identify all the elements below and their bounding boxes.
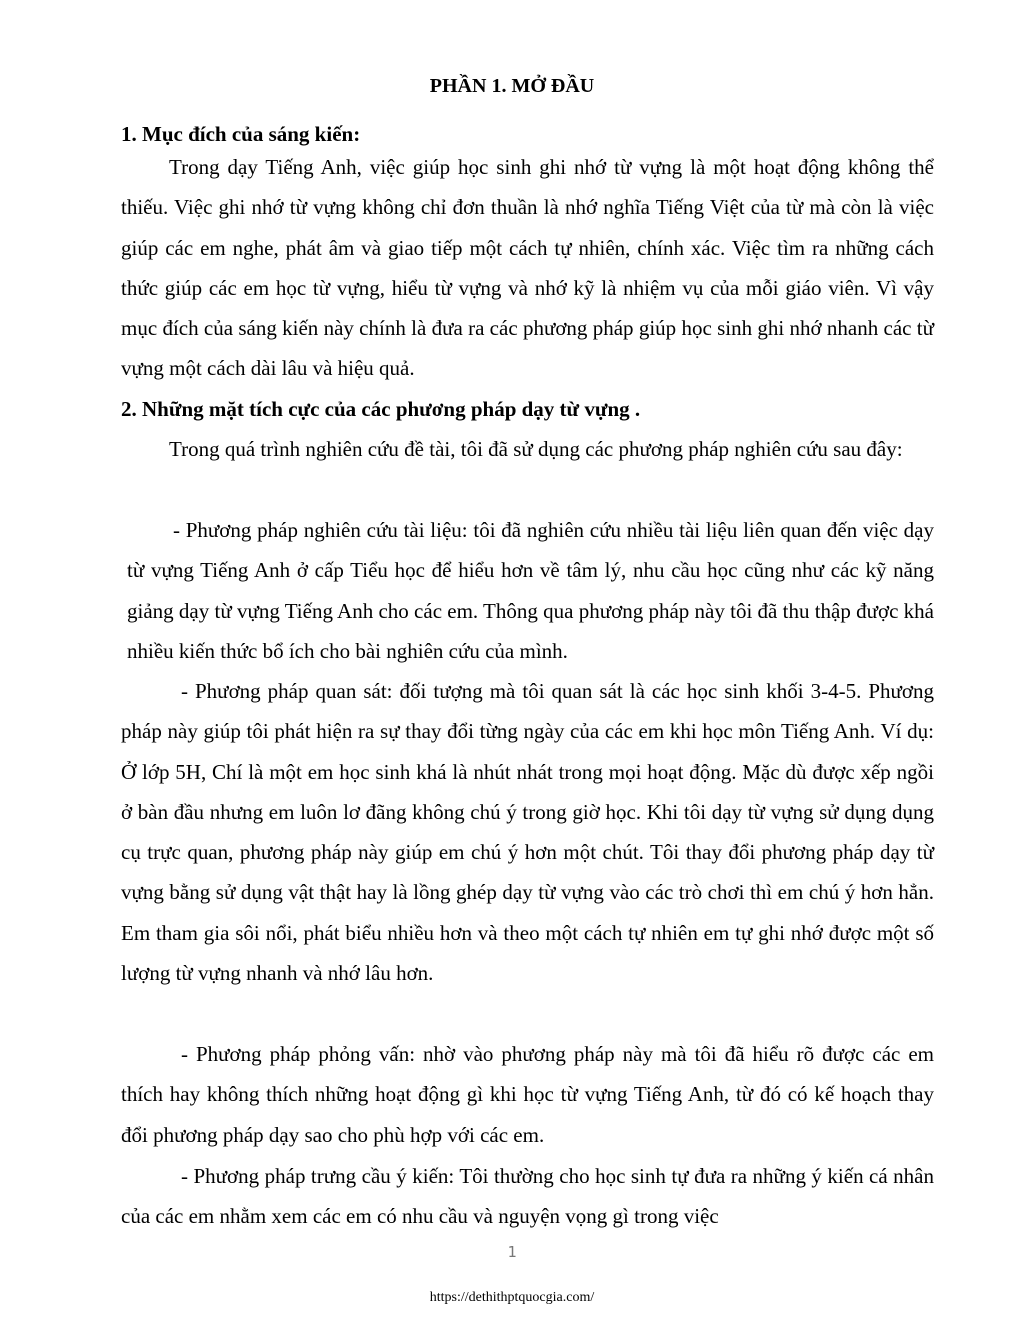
method-documents-block — [127, 510, 934, 671]
section-1-heading: 1. Mục đích của sáng kiến: — [121, 122, 361, 146]
footer-url-link[interactable]: https://dethithptquocgia.com/ — [429, 1290, 595, 1305]
part-title: PHẦN 1. MỞ ĐẦU — [429, 75, 595, 97]
method-survey-block — [121, 1156, 934, 1237]
section-2-intro-block — [121, 429, 934, 469]
section-2-heading: 2. Những mặt tích cực của các phương pháp dạy từ vựng . — [121, 397, 641, 421]
method-interview-paragraph: - Phương pháp phỏng vấn: nhờ vào phương pháp này mà tôi đã hiểu rõ được các em thích hay không thích những hoạt động gì khi học từ vựng Tiếng Anh, từ đó có kế hoạch thay đổi phương pháp dạy sao cho phù hợp với các em. — [121, 1042, 934, 1147]
section-2-intro-paragraph: Trong quá trình nghiên cứu đề tài, tôi đã sử dụng các phương pháp nghiên cứu sau đây: — [169, 437, 903, 461]
method-documents-paragraph: - Phương pháp nghiên cứu tài liệu: tôi đã nghiên cứu nhiều tài liệu liên quan đến việc dạy từ vựng Tiếng Anh ở cấp Tiểu học để hiểu hơn về tâm lý, nhu cầu học cũng như các kỹ năng giảng dạy từ vựng Tiếng Anh cho các em. Thông qua phương pháp này tôi đã thu thập được khá nhiều kiến thức bổ ích cho bài nghiên cứu của mình. — [127, 518, 934, 663]
section-1-paragraph: Trong dạy Tiếng Anh, việc giúp học sinh ghi nhớ từ vựng là một hoạt động không thể thiếu. Việc ghi nhớ từ vựng không chỉ đơn thuần là nhớ nghĩa Tiếng Việt của từ mà còn là việc giúp các em nghe, phát âm và giao tiếp một cách tự nhiên, chính xác. Việc tìm ra những cách thức giúp các em học từ vựng, hiểu từ vựng và nhớ kỹ là nhiệm vụ của mỗi giáo viên. Vì vậy mục đích của sáng kiến này chính là đưa ra các phương pháp giúp học sinh ghi nhớ nhanh các từ vựng một cách dài lâu và hiệu quả. — [121, 155, 934, 381]
page-number: 1 — [507, 1243, 517, 1261]
method-survey-paragraph: - Phương pháp trưng cầu ý kiến: Tôi thường cho học sinh tự đưa ra những ý kiến cá nhân của các em nhằm xem các em có nhu cầu và nguyện vọng gì trong việc — [121, 1164, 934, 1229]
method-observation-paragraph: - Phương pháp quan sát: đối tượng mà tôi quan sát là các học sinh khối 3-4-5. Phương pháp này giúp tôi phát hiện ra sự thay đổi từng ngày của các em khi học môn Tiếng Anh. Ví dụ: Ở lớp 5H, Chí là một em học sinh khá là nhút nhát trong mọi hoạt động. Mặc dù được xếp ngồi ở bàn đầu nhưng em luôn lơ đãng không chú ý trong giờ học. Khi tôi dạy từ vựng sử dụng dụng cụ trực quan, phương pháp này giúp em chú ý hơn một chút. Tôi thay đổi phương pháp dạy từ vựng bằng sử dụng vật thật hay là lồng ghép dạy từ vựng vào các trò chơi thì em chú ý hơn hẳn. Em tham gia sôi nổi, phát biểu nhiều hơn và theo một cách tự nhiên em tự ghi nhớ được một số lượng từ vựng nhanh và nhớ lâu hơn. — [121, 679, 934, 986]
method-observation-block — [121, 671, 934, 993]
section-1-body — [121, 147, 934, 389]
method-interview-block — [121, 1034, 934, 1155]
